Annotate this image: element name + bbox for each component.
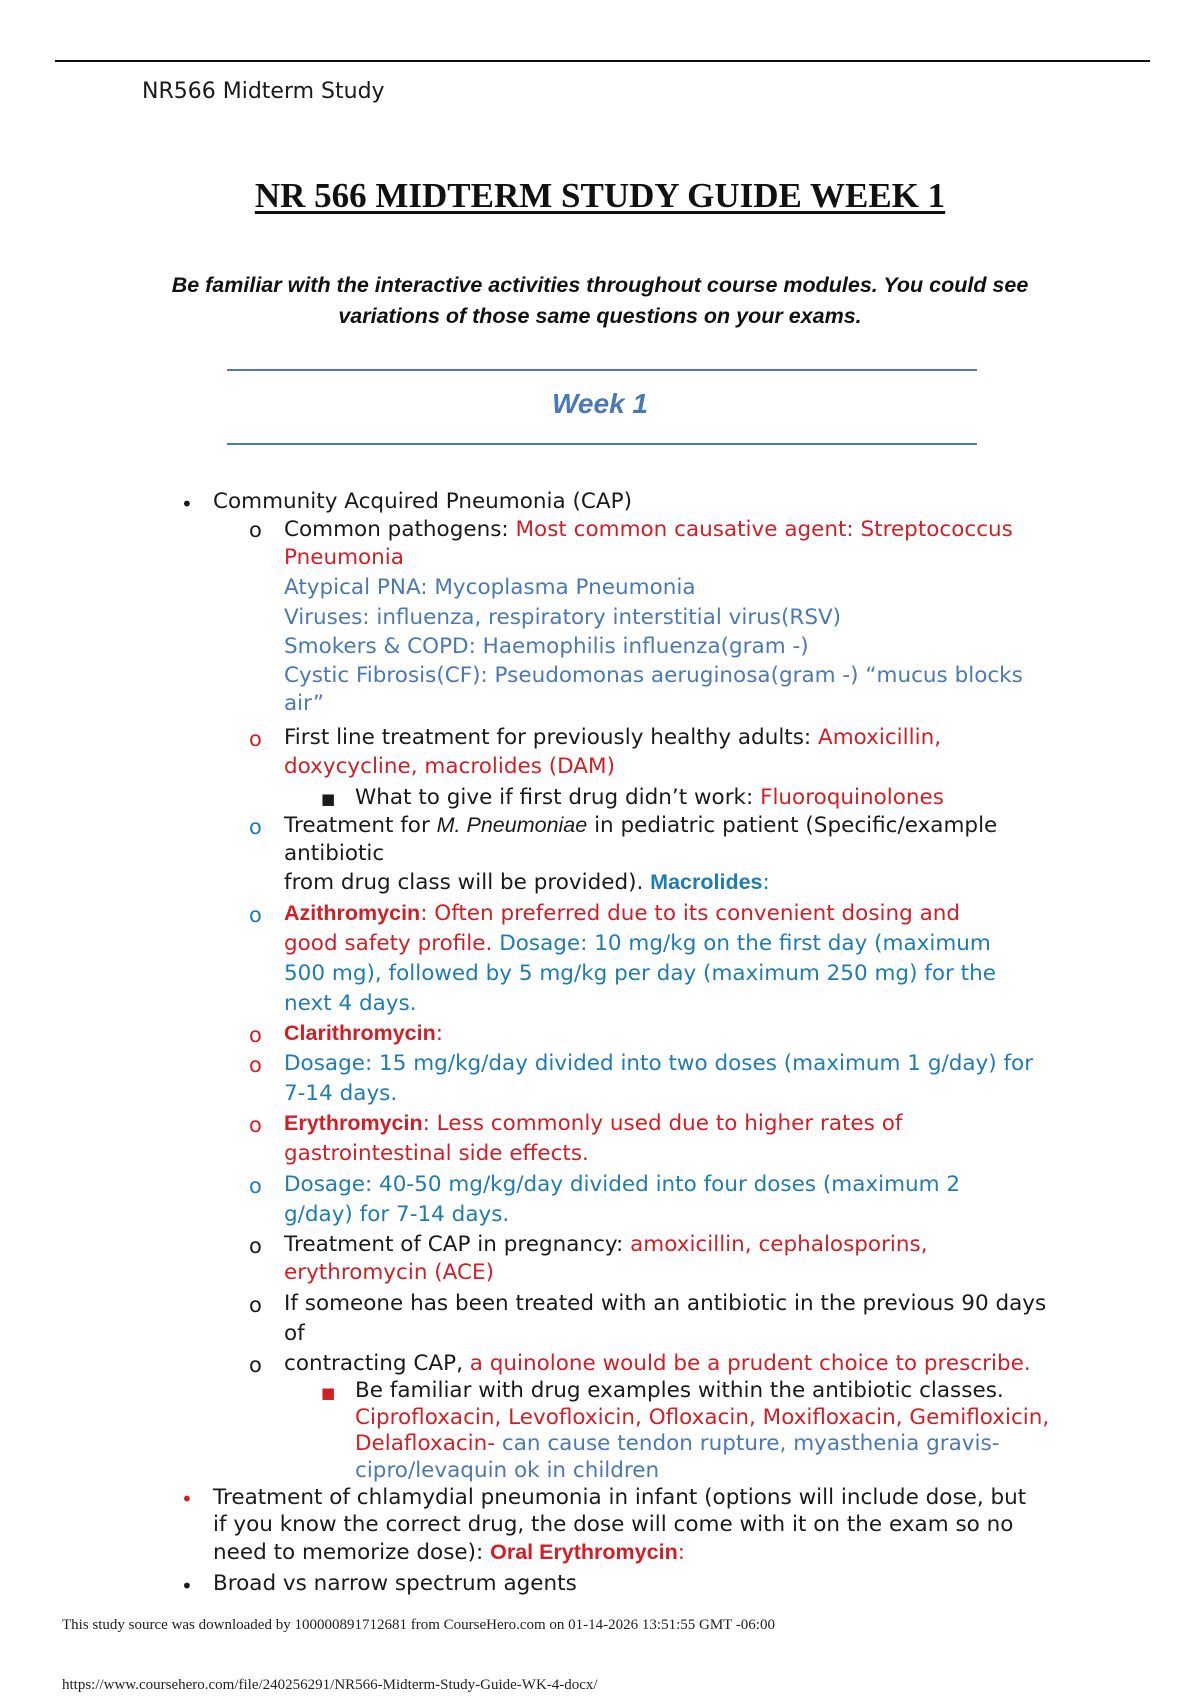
list-item-cont: erythromycin (ACE) <box>284 1260 494 1285</box>
list-item: Broad vs narrow spectrum agents <box>213 1571 577 1596</box>
list-item: Treatment of CAP in pregnancy: amoxicillin, cephalosporins, <box>284 1232 928 1257</box>
list-item: Erythromycin: Less commonly used due to higher rates of <box>284 1111 903 1136</box>
header-rule <box>55 60 1150 62</box>
square-marker: ■ <box>321 790 336 808</box>
list-item-cont: Cystic Fibrosis(CF): Pseudomonas aeruginosa(gram -) “mucus blocks <box>284 663 1023 688</box>
sub-marker: o <box>249 1293 262 1317</box>
list-item-cont: Viruses: influenza, respiratory interstitial virus(RSV) <box>284 605 842 630</box>
list-item-cont: if you know the correct drug, the dose will come with it on the exam so no <box>213 1512 1014 1537</box>
week-rule-bottom <box>227 443 977 445</box>
list-item-cont: from drug class will be provided). Macrolides: <box>284 870 770 895</box>
sub-marker: o <box>249 1234 262 1258</box>
list-item: First line treatment for previously healthy adults: Amoxicillin, <box>284 725 942 750</box>
sub-marker: o <box>249 1353 262 1377</box>
list-item-cont: next 4 days. <box>284 991 417 1016</box>
list-item-cont: of <box>284 1321 305 1346</box>
list-item-cont: 7-14 days. <box>284 1081 398 1106</box>
list-item-cont: air” <box>284 691 325 716</box>
square-marker: ■ <box>321 1384 336 1402</box>
list-item-cont: Ciprofloxacin, Levofloxicin, Ofloxacin, Moxifloxacin, Gemifloxicin, <box>355 1405 1050 1430</box>
list-item-cont: cipro/levaquin ok in children <box>355 1458 660 1483</box>
list-item-cont: Pneumonia <box>284 545 404 570</box>
sub-marker: o <box>249 1113 262 1137</box>
instructions-line: Be familiar with the interactive activities throughout course modules. You could see <box>171 273 1029 297</box>
sub-marker: o <box>249 518 262 542</box>
list-item-cont: Smokers & COPD: Haemophilis influenza(gram -) <box>284 634 809 659</box>
list-item-cont: need to memorize dose): Oral Erythromycin: <box>213 1540 685 1565</box>
list-item: Azithromycin: Often preferred due to its convenient dosing and <box>284 901 961 926</box>
list-item-cont: good safety profile. Dosage: 10 mg/kg on the first day (maximum <box>284 931 991 956</box>
sub-marker: o <box>249 903 262 927</box>
instructions-line: variations of those same questions on your exams. <box>338 304 862 328</box>
list-item: If someone has been treated with an antibiotic in the previous 90 days <box>284 1291 1047 1316</box>
source-url[interactable]: https://www.coursehero.com/file/240256291/NR566-Midterm-Study-Guide-WK-4-docx/ <box>62 1677 598 1693</box>
list-item: Be familiar with drug examples within the antibiotic classes. <box>355 1378 1004 1403</box>
week-rule-top <box>227 369 977 371</box>
list-item-cont: doxycycline, macrolides (DAM) <box>284 754 615 779</box>
download-notice: This study source was downloaded by 100000891712681 from CourseHero.com on 01-14-2026 13:51:55 GMT -06:00 <box>62 1617 775 1633</box>
list-item-cont: 500 mg), followed by 5 mg/kg per day (maximum 250 mg) for the <box>284 961 996 986</box>
bullet-marker: • <box>181 1574 193 1598</box>
list-item: Clarithromycin: <box>284 1021 443 1046</box>
list-item: What to give if first drug didn’t work: Fluoroquinolones <box>355 785 944 810</box>
list-item-cont: Delafloxacin- can cause tendon rupture, myasthenia gravis- <box>355 1431 1000 1456</box>
list-item-cont: g/day) for 7-14 days. <box>284 1202 510 1227</box>
week-heading: Week 1 <box>552 388 648 419</box>
sub-marker: o <box>249 1174 262 1198</box>
page-title: NR 566 MIDTERM STUDY GUIDE WEEK 1 <box>254 176 946 215</box>
instructions <box>150 270 1050 332</box>
list-item: Dosage: 15 mg/kg/day divided into two doses (maximum 1 g/day) for <box>284 1051 1034 1076</box>
list-item: Treatment for M. Pneumoniae in pediatric patient (Specific/example <box>284 813 998 838</box>
list-item: contracting CAP, a quinolone would be a prudent choice to prescribe. <box>284 1351 1031 1376</box>
list-item-cont: antibiotic <box>284 841 385 866</box>
sub-marker: o <box>249 1053 262 1077</box>
list-item-cont: Atypical PNA: Mycoplasma Pneumonia <box>284 575 696 600</box>
sub-marker: o <box>249 815 262 839</box>
running-header: NR566 Midterm Study <box>142 79 385 104</box>
sub-marker: o <box>249 727 262 751</box>
list-item: Common pathogens: Most common causative agent: Streptococcus <box>284 517 1013 542</box>
bullet-marker: • <box>181 492 193 516</box>
list-item-cont: gastrointestinal side effects. <box>284 1141 589 1166</box>
sub-marker: o <box>249 1023 262 1047</box>
list-item: Community Acquired Pneumonia (CAP) <box>213 489 632 514</box>
bullet-marker: • <box>181 1487 193 1511</box>
list-item: Treatment of chlamydial pneumonia in infant (options will include dose, but <box>213 1485 1027 1510</box>
list-item: Dosage: 40-50 mg/kg/day divided into four doses (maximum 2 <box>284 1172 961 1197</box>
